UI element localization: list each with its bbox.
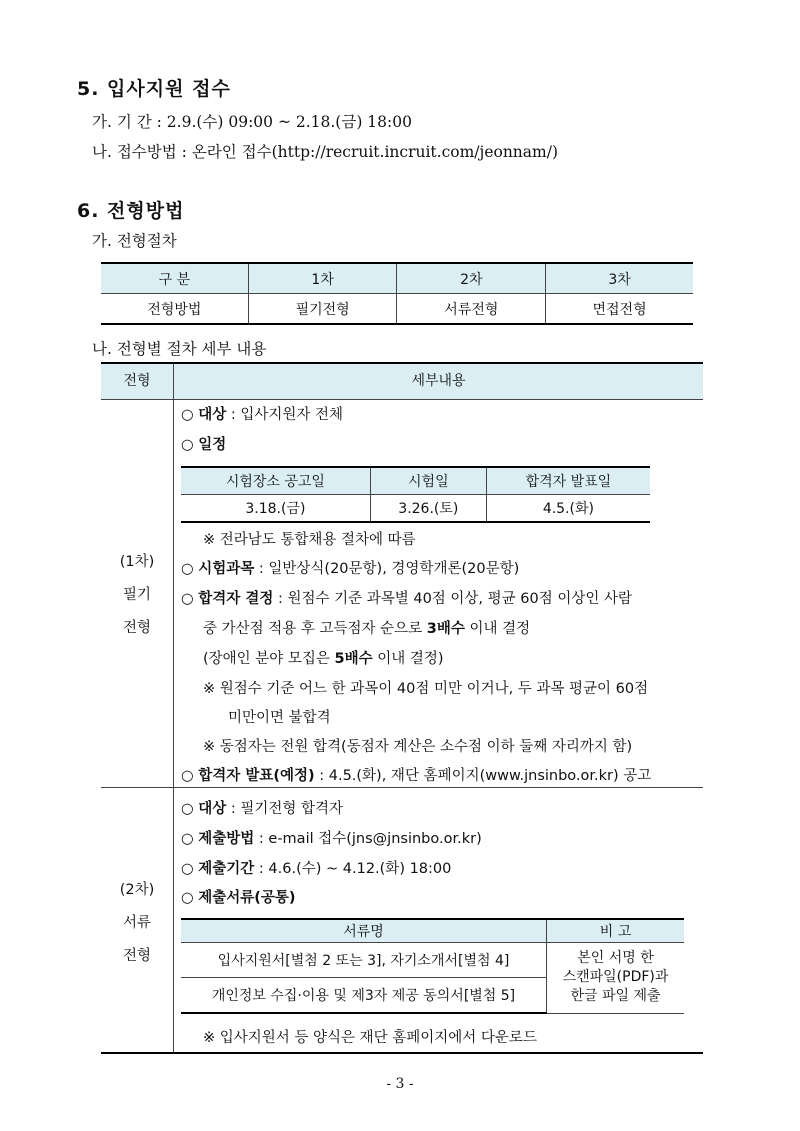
stage-1-decision-line-2 [203,617,530,638]
stage-1-note-2-line-1: ※ 원점수 기준 어느 한 과목이 40점 미만 이거나, 두 과목 평균이 60점 [203,681,649,697]
table-header-cell: 서류명 [181,919,547,943]
table-header-cell: 1차 [248,263,397,294]
detail-table-row-separator [101,787,703,788]
application-method-value: : 온라인 접수(http://recruit.incruit.com/jeonnam/) [181,143,559,161]
table-header-cell: 시험장소 공고일 [181,467,370,495]
stage-1-note-1: ※ 전라남도 통합채용 절차에 따름 [203,532,416,548]
section-6-title: 6. 전형방법 [77,200,185,222]
section-5-title: 5. 입사지원 접수 [77,78,231,100]
stage-1-label-line: 필기 [122,587,151,603]
table-header-cell: 비 고 [547,919,685,943]
stage-1-note-3: ※ 동점자는 전원 합격(동점자 계산은 소수점 이하 둘째 자리까지 함) [203,739,633,755]
item-key: 대상 [198,407,227,423]
stage-2-period [181,857,451,878]
text-bold: 5배수 [334,651,373,667]
stage-1-label-line: 전형 [122,620,151,636]
table-row [181,943,684,978]
text-segment: 중 가산점 적용 후 고득점자 순으로 [203,621,427,637]
item-key: 합격자 발표(예정) [198,768,315,784]
selection-stages-table [101,262,693,325]
note-line: 본인 서명 한 [577,950,654,967]
text-bold: 3배수 [426,621,465,637]
bullet-icon: ○ [181,768,194,784]
stage-2-note: ※ 입사지원서 등 양식은 재단 홈페이지에서 다운로드 [203,1030,537,1046]
stage-1-decision-line-3 [203,647,444,668]
text-segment: (장애인 분야 모집은 [203,651,335,667]
stage-1-announcement [181,764,651,785]
item-value: : 일반상식(20문항), 경영학개론(20문항) [254,561,520,577]
stage-1-subjects [181,557,519,578]
stage-1-label [101,546,173,645]
stage-2-label-line: 서류 [122,915,151,931]
documents-note-cell [547,943,685,1014]
item-key: 합격자 결정 [198,591,274,607]
item-key: 시험과목 [198,561,255,577]
table-header-row [101,263,693,294]
note-line: 스캔파일(PDF)과 [562,969,669,986]
item-value: : 입사지원자 전체 [226,407,344,423]
table-cell: 3.18.(금) [181,495,370,523]
stage-2-target [181,797,343,818]
table-cell: 4.5.(화) [486,495,650,523]
table-header-cell: 2차 [397,263,546,294]
documents-table [181,918,684,1014]
table-cell: 전형방법 [101,294,248,325]
application-method-label: 나. 접수방법 [92,143,177,161]
application-period-label: 가. 기 간 [92,113,152,131]
stage-1-decision [181,587,632,608]
bullet-icon: ○ [181,407,194,423]
item-value: : e-mail 접수(jns@jnsinbo.or.kr) [254,831,482,847]
table-cell: 개인정보 수집·이용 및 제3자 제공 동의서[별첨 5] [181,978,547,1014]
table-cell: 필기전형 [248,294,397,325]
detail-header-stage: 전형 [101,364,174,399]
stage-1-label-line: (1차) [119,554,155,570]
bullet-icon: ○ [181,561,194,577]
table-header-row [181,467,650,495]
table-cell: 면접전형 [546,294,693,325]
table-header-cell: 구 분 [101,263,248,294]
stage-2-label [101,874,173,973]
stage-1-target [181,403,343,424]
stage-2-documents [181,886,296,907]
table-cell: 3.26.(토) [370,495,486,523]
bullet-icon: ○ [181,861,194,877]
item-key: 제출서류(공통) [198,890,296,906]
stage-1-note-2-line-2: 미만이면 불합격 [228,710,331,726]
table-row [181,495,650,523]
table-header-cell: 합격자 발표일 [486,467,650,495]
stage-2-label-line: 전형 [122,948,151,964]
stage-2-method [181,827,482,848]
bullet-icon: ○ [181,831,194,847]
sub-heading-b: 나. 전형별 절차 세부 내용 [92,340,267,358]
bullet-icon: ○ [181,890,194,906]
detail-table-bottom-border [101,1052,703,1054]
table-cell: 서류전형 [397,294,546,325]
item-key: 대상 [198,801,227,817]
text-segment: 이내 결정) [372,651,444,667]
item-key: 제출기간 [198,861,255,877]
page-number: - 3 - [386,1076,414,1092]
application-period [92,110,412,132]
item-value: : 4.6.(수) ~ 4.12.(화) 18:00 [254,861,452,877]
detail-table-divider [173,399,174,1053]
table-header-row [181,919,684,943]
item-key: 일정 [198,437,227,453]
application-period-value: : 2.9.(수) 09:00 ~ 2.18.(금) 18:00 [156,113,412,131]
stage-2-label-line: (2차) [119,882,155,898]
item-value: : 원점수 기준 과목별 40점 이상, 평균 60점 이상인 사람 [273,591,632,607]
detail-table-header [101,362,703,400]
table-cell: 입사지원서[별첨 2 또는 3], 자기소개서[별첨 4] [181,943,547,978]
text-segment: 이내 결정 [464,621,531,637]
table-header-cell: 3차 [546,263,693,294]
item-value: : 4.5.(화), 재단 홈페이지(www.jnsinbo.or.kr) 공고 [314,768,652,784]
application-method [92,140,558,162]
table-header-cell: 시험일 [370,467,486,495]
table-row [101,294,693,325]
stage-1-schedule [181,433,226,454]
sub-heading-a: 가. 전형절차 [92,232,177,250]
bullet-icon: ○ [181,801,194,817]
item-value: : 필기전형 합격자 [226,801,344,817]
note-line: 한글 파일 제출 [570,988,661,1005]
item-key: 제출방법 [198,831,255,847]
bullet-icon: ○ [181,437,194,453]
exam-schedule-table [181,466,650,523]
detail-header-content: 세부내용 [411,373,466,389]
bullet-icon: ○ [181,591,194,607]
